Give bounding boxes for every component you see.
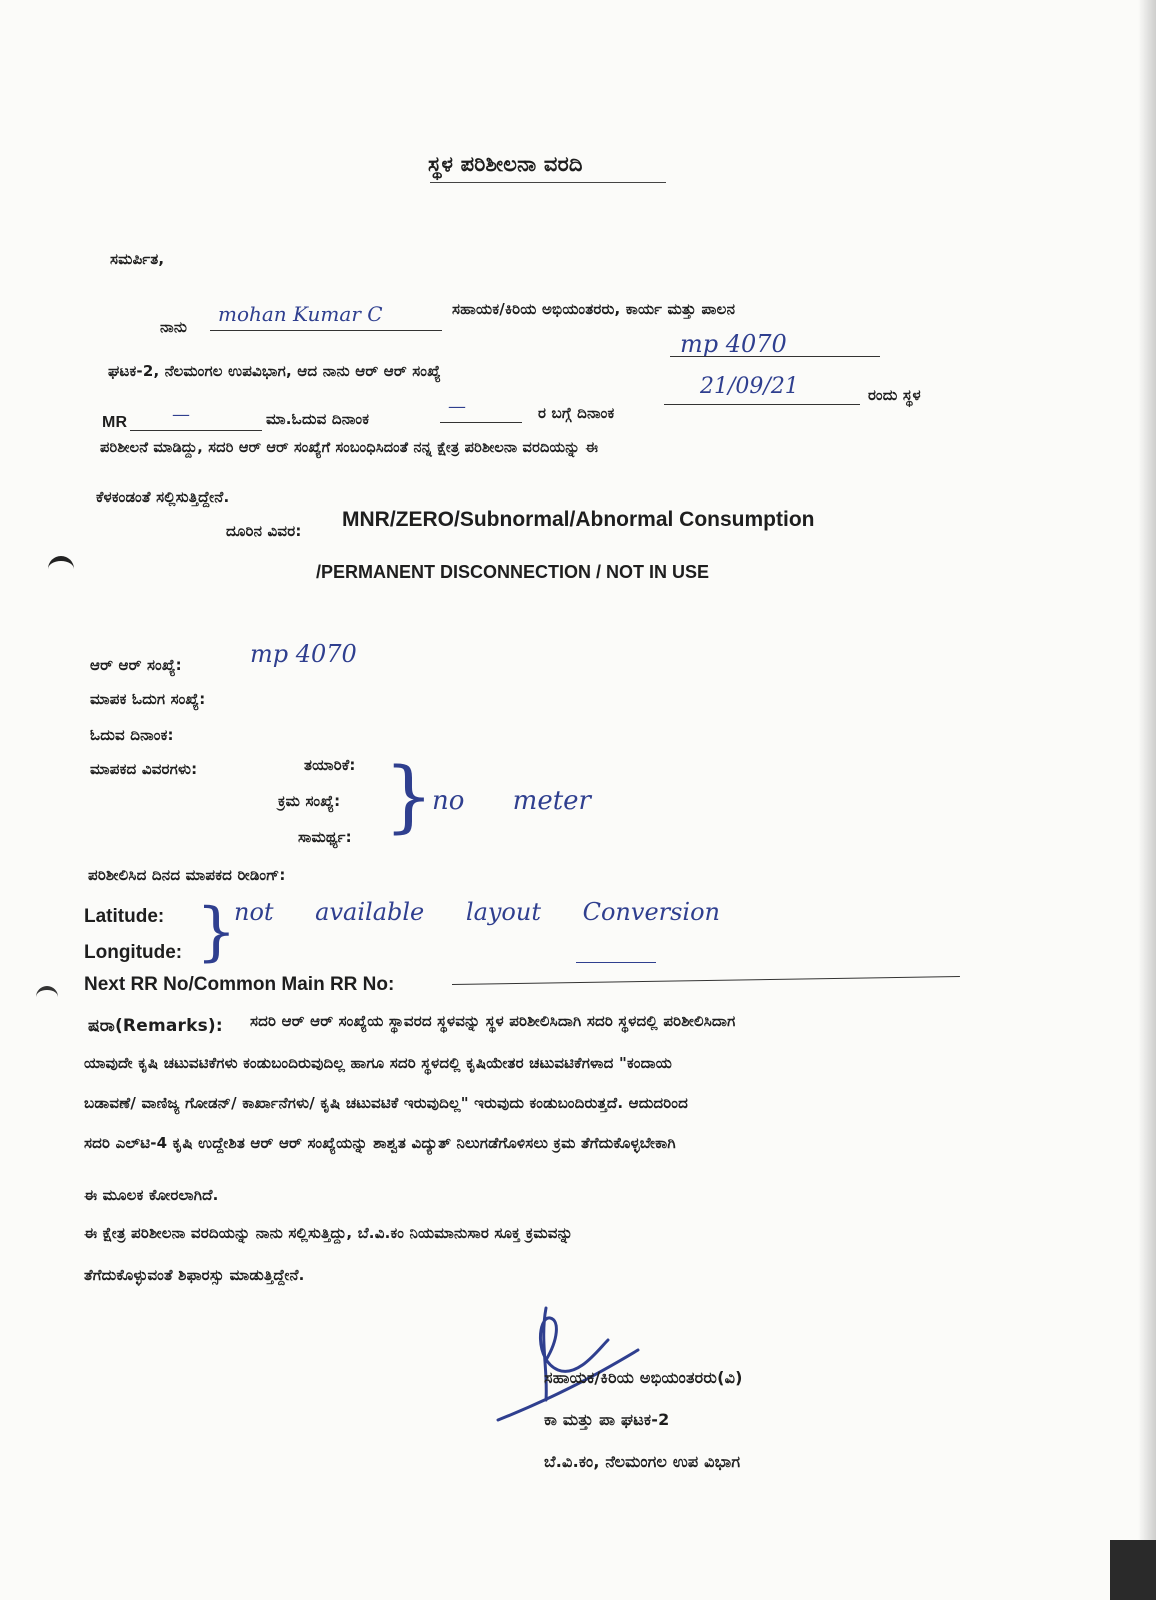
latlong-note-handwritten: not available layout Conversion: [234, 898, 721, 926]
rr-value-handwritten: mp 4070: [250, 640, 357, 668]
latlong-brace: }: [196, 895, 237, 969]
reading-date-value: —: [448, 396, 466, 417]
name-blank-line: [210, 330, 442, 331]
rr-blank-line: [670, 356, 880, 357]
capacity-label: ಸಾಮರ್ಥ್ಯ:: [298, 828, 352, 846]
make-label: ತಯಾರಿಕೆ:: [304, 756, 356, 774]
complaint-line1: MNR/ZERO/Subnormal/Abnormal Consumption: [342, 508, 815, 531]
para1-line5: ಕೆಳಕಂಡಂತೆ ಸಲ್ಲಿಸುತ್ತಿದ್ದೇನೆ.: [96, 488, 230, 506]
handwritten-dash: [576, 962, 656, 963]
para1-line4: ಪರಿಶೀಲನೆ ಮಾಡಿದ್ದು, ಸದರಿ ಆರ್ ಆರ್ ಸಂಖ್ಯೆಗೆ ಸಂಬಂಧಿಸಿದಂತೆ ನನ್ನ ಕ್ಷೇತ್ರ ಪರಿಶೀಲನಾ ವರದಿಯನ್ನು ಈ: [100, 440, 599, 456]
inspection-date-blank: [664, 404, 860, 405]
mr-value: —: [172, 404, 190, 425]
complaint-line2: /PERMANENT DISCONNECTION / NOT IN USE: [316, 562, 710, 582]
officer-name-handwritten: mohan Kumar C: [218, 302, 383, 326]
about-date-text: ರ ಬಗ್ಗೆ ದಿನಾಂಕ: [538, 404, 615, 422]
scan-edge-mark: [1110, 1540, 1156, 1600]
mr-blank-line: [130, 430, 262, 431]
remarks-line2: ಯಾವುದೇ ಕೃಷಿ ಚಟುವಟಿಕೆಗಳು ಕಂಡುಬಂದಿರುವುದಿಲ್ಲ ಹಾಗೂ ಸದರಿ ಸ್ಥಳದಲ್ಲಿ ಕೃಷಿಯೇತರ ಚಟುವಟಿಕೆಗಳಾದ "ಕಂದಾಯ: [84, 1054, 673, 1072]
rr-label: ಆರ್ ಆರ್ ಸಂಖ್ಯೆ:: [90, 656, 182, 674]
remarks-line3: ಬಡಾವಣೆ/ ವಾಣಿಜ್ಯ ಗೋಡನ್/ ಕಾರ್ಖಾನೆಗಳು/ ಕೃಷಿ ಚಟುವಟಿಕೆ ಇರುವುದಿಲ್ಲ" ಇರುವುದು ಕಂಡುಬಂದಿರುತ್ತದೆ. ಆದುದರಿಂದ: [84, 1094, 688, 1112]
para1-designation: ಸಹಾಯಕ/ಕಿರಿಯ ಅಭಿಯಂತರರು, ಕಾರ್ಯ ಮತ್ತು ಪಾಲನ: [452, 300, 736, 318]
longitude-label: Longitude:: [84, 942, 183, 963]
meter-brace: }: [384, 752, 434, 842]
remarks-line7: ತೆಗೆದುಕೊಳ್ಳುವಂತೆ ಶಿಫಾರಸ್ಸು ಮಾಡುತ್ತಿದ್ದೇನೆ.: [84, 1266, 305, 1284]
serial-label: ಕ್ರಮ ಸಂಖ್ಯೆ:: [278, 792, 341, 810]
remarks-line1: ಸದರಿ ಆರ್ ಆರ್ ಸಂಖ್ಯೆಯ ಸ್ಥಾವರದ ಸ್ಥಳವನ್ನು ಸ್ಥಳ ಪರಿಶೀಲಿಸಿದಾಗಿ ಸದರಿ ಸ್ಥಳದಲ್ಲಿ ಪರಿಶೀಲಿಸಿದಾಗ: [250, 1012, 736, 1030]
meter-details-label: ಮಾಪಕದ ವಿವರಗಳು:: [90, 760, 198, 778]
complaint-label: ದೂರಿನ ವಿವರ:: [226, 522, 302, 540]
salutation: ಸಮರ್ಪಿತ,: [110, 250, 165, 268]
latitude-label: Latitude:: [84, 906, 165, 927]
site-text: ರಂದು ಸ್ಥಳ: [868, 386, 921, 404]
document-title: ಸ್ಥಳ ಪರಿಶೀಲನಾ ವರದಿ: [428, 152, 583, 176]
para1-line2: ಘಟಕ-2, ನೆಲಮಂಗಲ ಉಪವಿಭಾಗ, ಆದ ನಾನು ಆರ್ ಆರ್ ಸಂಖ್ಯೆ: [108, 362, 441, 380]
signature-unit: ಕಾ ಮತ್ತು ಪಾ ಘಟಕ-2: [544, 1410, 670, 1429]
reading-label: ಪರಿಶೀಲಿಸಿದ ದಿನದ ಮಾಪಕದ ರೀಡಿಂಗ್:: [88, 866, 286, 884]
next-rr-label: Next RR No/Common Main RR No:: [84, 974, 395, 995]
rr-number-handwritten: mp 4070: [680, 330, 787, 358]
mr-label: MR: [102, 414, 128, 431]
meter-note-handwritten: no meter: [432, 786, 591, 816]
meter-reader-label: ಮಾಪಕ ಓದುಗ ಸಂಖ್ಯೆ:: [90, 690, 206, 708]
next-rr-blank-line: [452, 976, 960, 985]
page-edge-shadow: [1138, 0, 1156, 1600]
reading-date-label: ಓದುವ ದಿನಾಂಕ:: [90, 726, 174, 744]
reading-date-text: ಮಾ.ಓದುವ ದಿನಾಂಕ: [266, 410, 370, 428]
hole-punch-mark: [48, 556, 74, 571]
remarks-line6: ಈ ಕ್ಷೇತ್ರ ಪರಿಶೀಲನಾ ವರದಿಯನ್ನು ನಾನು ಸಲ್ಲಿಸುತ್ತಿದ್ದು, ಬೆ.ವಿ.ಕಂ ನಿಯಮಾನುಸಾರ ಸೂಕ್ತ ಕ್ರಮವನ್ನು: [84, 1224, 573, 1242]
hole-punch-mark-2: [36, 986, 58, 998]
signature-designation: ಸಹಾಯಕ/ಕಿರಿಯ ಅಭಿಯಂತರರು(ವಿ): [544, 1368, 743, 1387]
signature-office: ಬೆ.ವಿ.ಕಂ, ನೆಲಮಂಗಲ ಉಪ ವಿಭಾಗ: [544, 1452, 741, 1471]
remarks-label: ಷರಾ(Remarks):: [88, 1016, 223, 1036]
title-underline: [430, 182, 666, 183]
inspection-date-handwritten: 21/09/21: [700, 374, 799, 399]
para1-prefix: ನಾನು: [160, 318, 188, 336]
remarks-line4: ಸದರಿ ಎಲ್‌ಟಿ-4 ಕೃಷಿ ಉದ್ದೇಶಿತ ಆರ್ ಆರ್ ಸಂಖ್ಯೆಯನ್ನು ಶಾಶ್ವತ ವಿದ್ಯುತ್ ನಿಲುಗಡೆಗೊಳಿಸಲು ಕ್ರಮ ತೆಗೆದುಕೊಳ್ಳಬೇಕಾಗಿ: [84, 1134, 676, 1152]
reading-date-blank: [440, 422, 522, 423]
remarks-line5: ಈ ಮೂಲಕ ಕೋರಲಾಗಿದೆ.: [84, 1186, 219, 1204]
